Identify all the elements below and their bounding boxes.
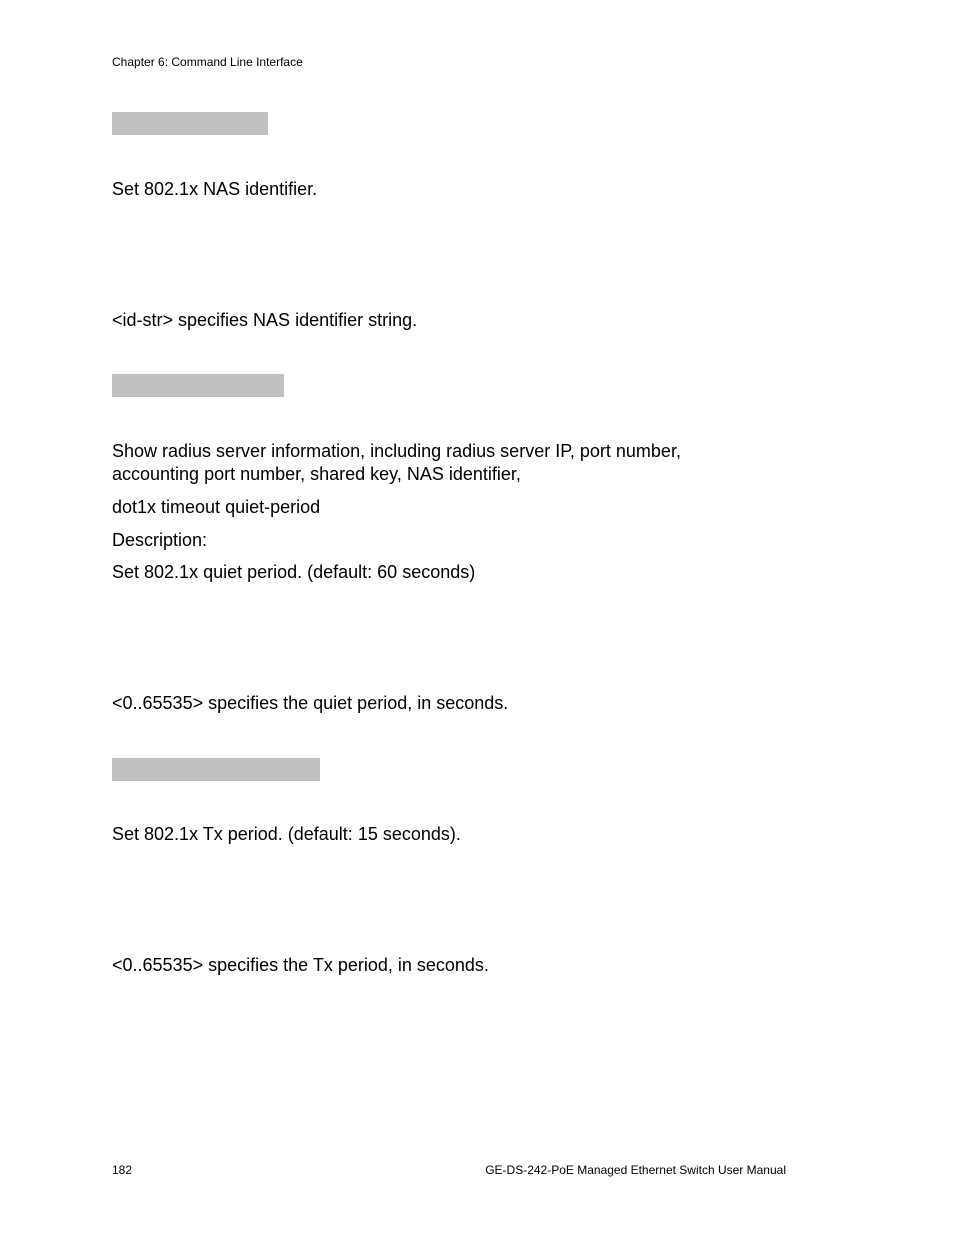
manual-title: GE-DS-242-PoE Managed Ethernet Switch User Manual: [485, 1163, 786, 1177]
tx-period-description: Set 802.1x Tx period. (default: 15 seconds).: [112, 824, 461, 844]
tx-period-parameter: <0..65535> specifies the Tx period, in seconds.: [112, 955, 489, 975]
nas-identifier-parameter: <id-str> specifies NAS identifier string.: [112, 310, 418, 330]
quiet-period-description-label: Description:: [112, 530, 208, 550]
quiet-period-description: Set 802.1x quiet period. (default: 60 seconds): [112, 562, 476, 582]
running-header: Chapter 6: Command Line Interface: [112, 55, 303, 69]
quiet-period-parameter: <0..65535> specifies the quiet period, in seconds.: [112, 693, 509, 713]
command-bar-nas-identifier: [112, 112, 268, 135]
show-radius-description-line2: accounting port number, shared key, NAS identifier,: [112, 464, 521, 484]
command-bar-tx-period: [112, 758, 320, 781]
quiet-period-command: dot1x timeout quiet-period: [112, 497, 321, 517]
command-bar-show-radius: [112, 374, 284, 397]
show-radius-description-line1: Show radius server information, including radius server IP, port number,: [112, 441, 681, 461]
nas-identifier-description: Set 802.1x NAS identifier.: [112, 179, 318, 199]
page-number: 182: [112, 1163, 133, 1177]
